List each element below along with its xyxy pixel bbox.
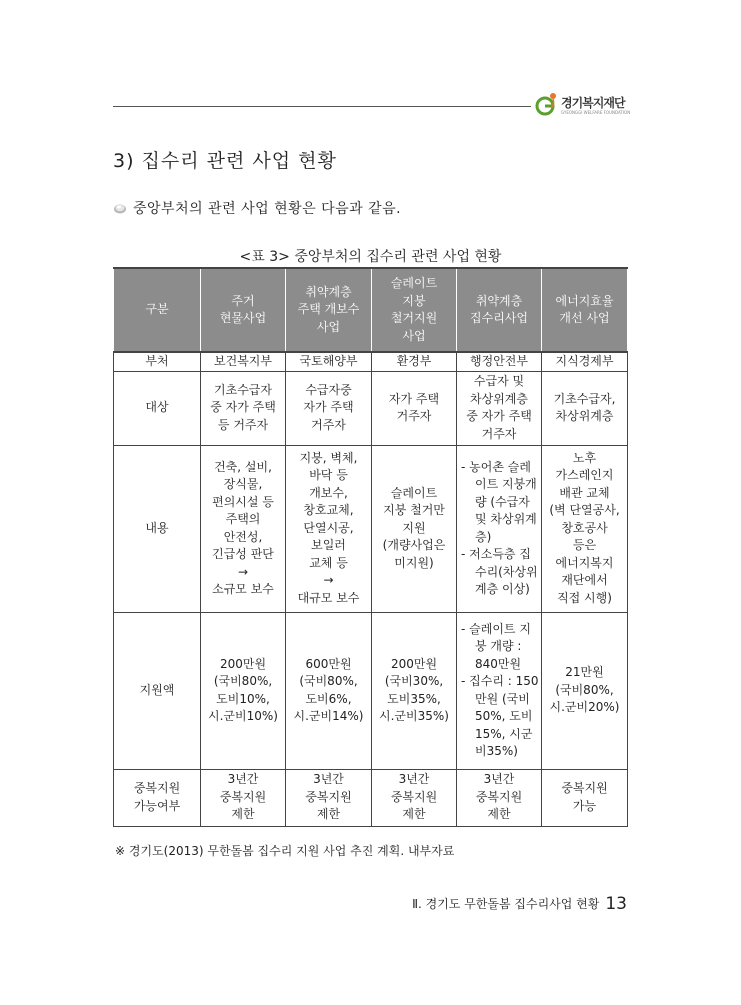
table-cell: 노후 가스레인지 배관 교체 (벽 단열공사, 창호공사 등은 에너지복지 재단에서 직접 시행)	[542, 445, 628, 612]
table-row	[114, 612, 628, 769]
bullet-text: 중앙부처의 관련 사업 현황은 다음과 같음.	[133, 201, 402, 217]
logo-subtext: GYEONGGI WELFARE FOUNDATION	[561, 110, 631, 115]
table-cell: 600만원 (국비80%, 도비6%, 시.군비14%)	[286, 612, 372, 769]
table-cell: 수급자 및 차상위계층 중 자가 주택 거주자	[457, 371, 542, 445]
table-cell: 건축, 설비, 장식물, 편의시설 등 주택의 안전성, 긴급성 판단 → 소규모 보수	[201, 445, 286, 612]
table-cell: 3년간 중복지원 제한	[201, 769, 286, 826]
source-note: ※ 경기도(2013) 무한돌봄 집수리 지원 사업 추진 계획. 내부자료	[115, 844, 455, 858]
section-title: 3) 집수리 관련 사업 현황	[113, 150, 337, 172]
table-cell: 21만원 (국비80%, 시.군비20%)	[542, 612, 628, 769]
header-rule	[113, 106, 531, 107]
table-cell: 환경부	[372, 352, 457, 371]
header-cell: 주거 현물사업	[201, 268, 286, 352]
table-cell: 슬레이트 지붕 철거만 지원 (개량사업은 미지원)	[372, 445, 457, 612]
row-label-duplicate: 중복지원 가능여부	[114, 769, 201, 826]
foundation-logo	[534, 91, 644, 119]
table-cell: 3년간 중복지원 제한	[372, 769, 457, 826]
header-label-cell: 구분	[114, 268, 201, 352]
row-label-target: 대상	[114, 371, 201, 445]
bullet-icon	[113, 201, 127, 215]
table-cell: 지식경제부	[542, 352, 628, 371]
header-cell: 에너지효율 개선 사업	[542, 268, 628, 352]
table-cell: 중복지원 가능	[542, 769, 628, 826]
row-label-ministry: 부처	[114, 352, 201, 371]
table-cell: 지붕, 벽체, 바닥 등 개보수, 창호교체, 단열시공, 보일러 교체 등 → 대규모 보수	[286, 445, 372, 612]
table-row	[114, 371, 628, 445]
table-cell: 3년간 중복지원 제한	[286, 769, 372, 826]
bullet-paragraph	[113, 198, 401, 218]
footer-text: Ⅱ. 경기도 무한돌봄 집수리사업 현황	[412, 897, 600, 911]
table-row	[114, 769, 628, 826]
logo-text: 경기복지재단	[561, 96, 625, 110]
page-number: 13	[605, 894, 627, 914]
row-label-content: 내용	[114, 445, 201, 612]
table-cell: 자가 주택 거주자	[372, 371, 457, 445]
table-cell: 기초수급자 중 자가 주택 등 거주자	[201, 371, 286, 445]
table-cell: 기초수급자, 차상위계층	[542, 371, 628, 445]
table-row	[114, 445, 628, 612]
table-cell: 200만원 (국비30%, 도비35%, 시.군비35%)	[372, 612, 457, 769]
table-header-row	[114, 268, 628, 352]
table-row	[114, 352, 628, 371]
table-cell: 보건복지부	[201, 352, 286, 371]
table-caption: <표 3> 중앙부처의 집수리 관련 사업 현황	[239, 249, 502, 265]
table-cell: 수급자중 자가 주택 거주자	[286, 371, 372, 445]
logo-mark-icon	[534, 91, 560, 117]
header-cell: 취약계층 집수리사업	[457, 268, 542, 352]
row-label-amount: 지원액	[114, 612, 201, 769]
table-cell: - 농어촌 슬레이트 지붕개량 (수급자 및 차상위계층) - 저소득층 집수리(차상위계층 이상)	[457, 445, 542, 612]
table-cell: 3년간 중복지원 제한	[457, 769, 542, 826]
table-cell: 행정안전부	[457, 352, 542, 371]
project-table	[113, 267, 628, 827]
table-cell: 국토해양부	[286, 352, 372, 371]
table-cell: - 슬레이트 지붕 개량 : 840만원 - 집수리 : 150만원 (국비50%, 도비15%, 시군비35%)	[457, 612, 542, 769]
header-cell: 취약계층 주택 개보수 사업	[286, 268, 372, 352]
header-cell: 슬레이트 지붕 철거지원 사업	[372, 268, 457, 352]
table-cell: 200만원 (국비80%, 도비10%, 시.군비10%)	[201, 612, 286, 769]
page-footer	[412, 894, 627, 914]
